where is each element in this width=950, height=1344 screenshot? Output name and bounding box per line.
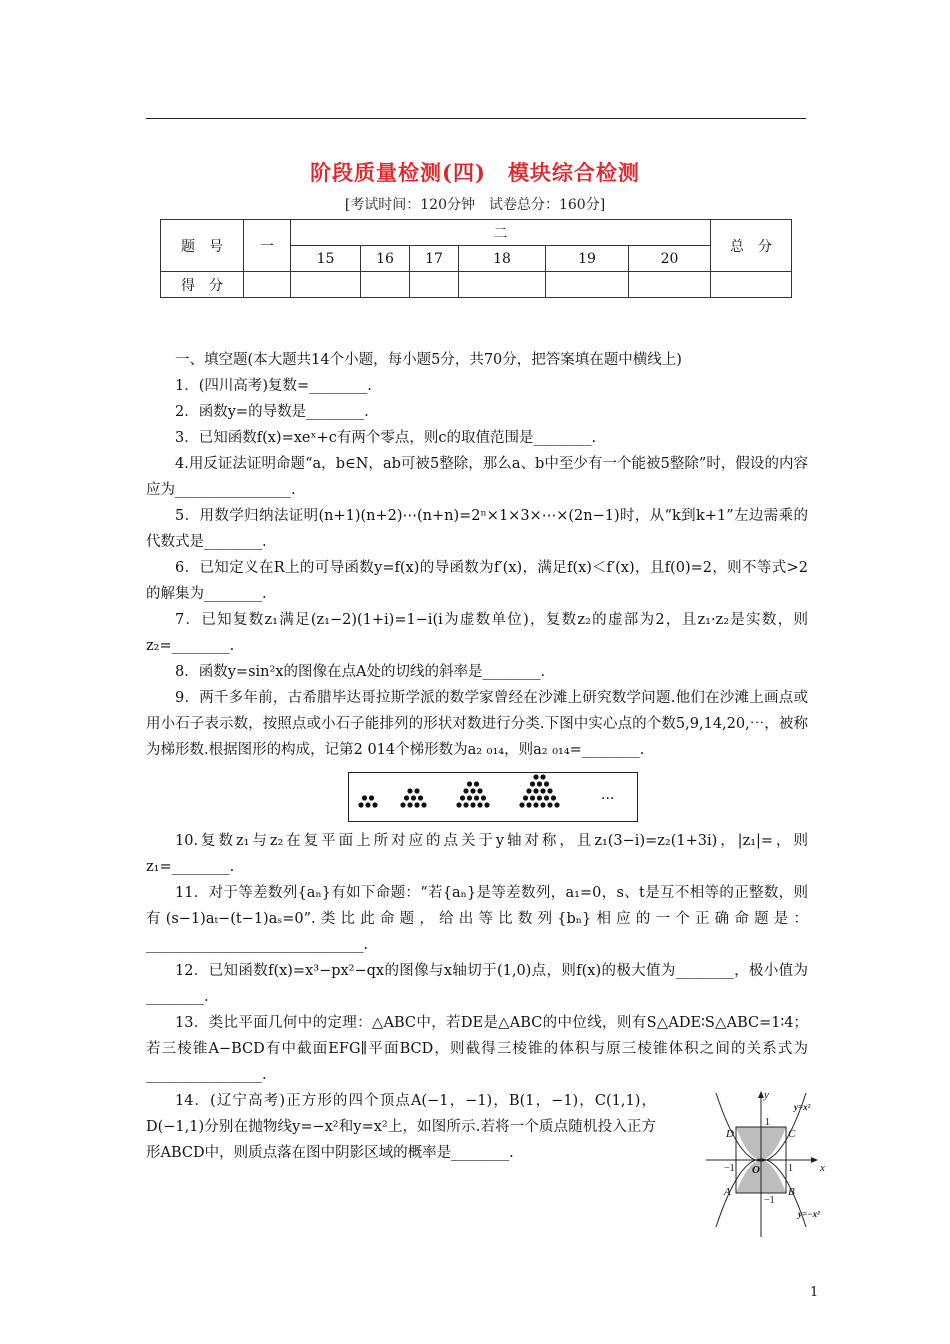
score-cell[interactable] <box>711 272 792 298</box>
trapezoid-numbers-figure <box>348 772 638 822</box>
col-total: 总 分 <box>711 220 792 272</box>
col-17: 17 <box>410 246 459 272</box>
score-cell[interactable] <box>459 272 546 298</box>
score-cell[interactable] <box>629 272 711 298</box>
col-16: 16 <box>361 246 410 272</box>
point-label-d: D <box>726 1128 734 1140</box>
col-section-two: 二 <box>291 220 711 246</box>
tick-y-1: 1 <box>765 1117 770 1128</box>
question-2: 2．函数y=的导数是________. <box>175 404 369 420</box>
tick-x-neg1: −1 <box>724 1163 735 1174</box>
dot-figure <box>349 773 637 821</box>
score-table <box>160 219 792 298</box>
question-3: 3．已知函数f(x)=xeˣ+c有两个零点，则c的取值范围是________. <box>175 430 597 446</box>
question-11: 11．对于等差数列{aₙ}有如下命题：“若{aₙ}是等差数列，a₁=0，s、t是互不相等的正整数，则有(s−1)aₜ−(t−1)aₛ=0”.类比此命题，给出等比数列{bₙ}相应的一个正确命题是：______________________________. <box>146 885 808 953</box>
parabola-graph <box>702 1089 832 1239</box>
col-15: 15 <box>291 246 361 272</box>
page-number: 1 <box>810 1285 819 1300</box>
tick-y-neg1: −1 <box>764 1195 775 1206</box>
score-cell[interactable] <box>361 272 410 298</box>
question-13: 13．类比平面几何中的定理：△ABC中，若DE是△ABC的中位线，则有S△ADE∶S△ABC=1∶4；若三棱锥A−BCD有中截面EFG∥平面BCD，则截得三棱锥的体积与原三棱锥体积之间的关系式为________________. <box>146 1015 808 1083</box>
col-section-one: 一 <box>244 220 291 272</box>
question-4: 4.用反证法证明命题“a，b∈N，ab可被5整除，那么a、b中至少有一个能被5整除”时，假设的内容应为________________. <box>146 456 808 498</box>
x-axis-label: x <box>820 1162 825 1174</box>
row-label-question-number: 题 号 <box>161 220 244 272</box>
question-6: 6．已知定义在R上的可导函数y=f(x)的导函数为f′(x)，满足f(x)＜f′(x)，且f(0)=2，则不等式>2的解集为________. <box>146 560 808 602</box>
top-rule <box>146 118 806 119</box>
col-19: 19 <box>546 246 629 272</box>
curve-label-bottom: y=−x² <box>798 1209 820 1219</box>
score-cell[interactable] <box>244 272 291 298</box>
dots-ellipsis: ··· <box>601 791 615 807</box>
question-5: 5．用数学归纳法证明(n+1)(n+2)⋯(n+n)=2ⁿ×1×3×⋯×(2n−1)时，从“k到k+1”左边需乘的代数式是________. <box>146 508 808 550</box>
row-label-score: 得 分 <box>161 272 244 298</box>
point-label-a: A <box>724 1186 731 1198</box>
score-cell[interactable] <box>410 272 459 298</box>
tick-x-1: 1 <box>788 1163 793 1174</box>
col-20: 20 <box>629 246 711 272</box>
curve-label-top: y=x² <box>794 1102 811 1112</box>
question-1: 1．(四川高考)复数=________. <box>175 378 372 394</box>
origin-label: O <box>752 1164 760 1176</box>
score-cell[interactable] <box>546 272 629 298</box>
section-heading: 一、填空题(本大题共14个小题，每小题5分，共70分，把答案填在题中横线上) <box>175 352 682 368</box>
question-8: 8．函数y=sin²x的图像在点A处的切线的斜率是________. <box>175 664 546 680</box>
y-axis-label: y <box>764 1089 769 1101</box>
page-title: 阶段质量检测(四) 模块综合检测 <box>310 160 640 185</box>
exam-info: [考试时间：120分钟 试卷总分：160分] <box>344 197 606 213</box>
score-cell[interactable] <box>291 272 361 298</box>
question-7: 7．已知复数z₁满足(z₁−2)(1+i)=1−i(i为虚数单位)，复数z₂的虚部为2，且z₁·z₂是实数，则z₂=________. <box>146 612 808 654</box>
col-18: 18 <box>459 246 546 272</box>
question-10: 10.复数z₁与z₂在复平面上所对应的点关于y轴对称，且z₁(3−i)=z₂(1+3i)，|z₁|=，则z₁=________. <box>146 833 808 875</box>
question-list <box>146 347 808 1166</box>
question-12: 12．已知函数f(x)=x³−px²−qx的图像与x轴切于(1,0)点，则f(x)的极大值为________，极小值为________. <box>146 963 808 1005</box>
point-label-b: B <box>788 1186 795 1198</box>
question-14: 14．(辽宁高考)正方形的四个顶点A(−1，−1)，B(1，−1)，C(1,1)，D(−1,1)分别在抛物线y=−x²和y=x²上，如图所示.若将一个质点随机投入正方形ABCD中，则质点落在图中阴影区域的概率是________. <box>146 1093 656 1161</box>
question-9: 9．两千多年前，古希腊毕达哥拉斯学派的数学家曾经在沙滩上研究数学问题.他们在沙滩上画点或用小石子表示数，按照点或小石子能排列的形状对数进行分类.下图中实心点的个数5,9,14,20,⋯，被称为梯形数.根据图形的构成，记第2 014个梯形数为a₂ ₀₁₄，则a₂ ₀₁₄=________. <box>146 690 808 758</box>
point-label-c: C <box>788 1128 796 1140</box>
